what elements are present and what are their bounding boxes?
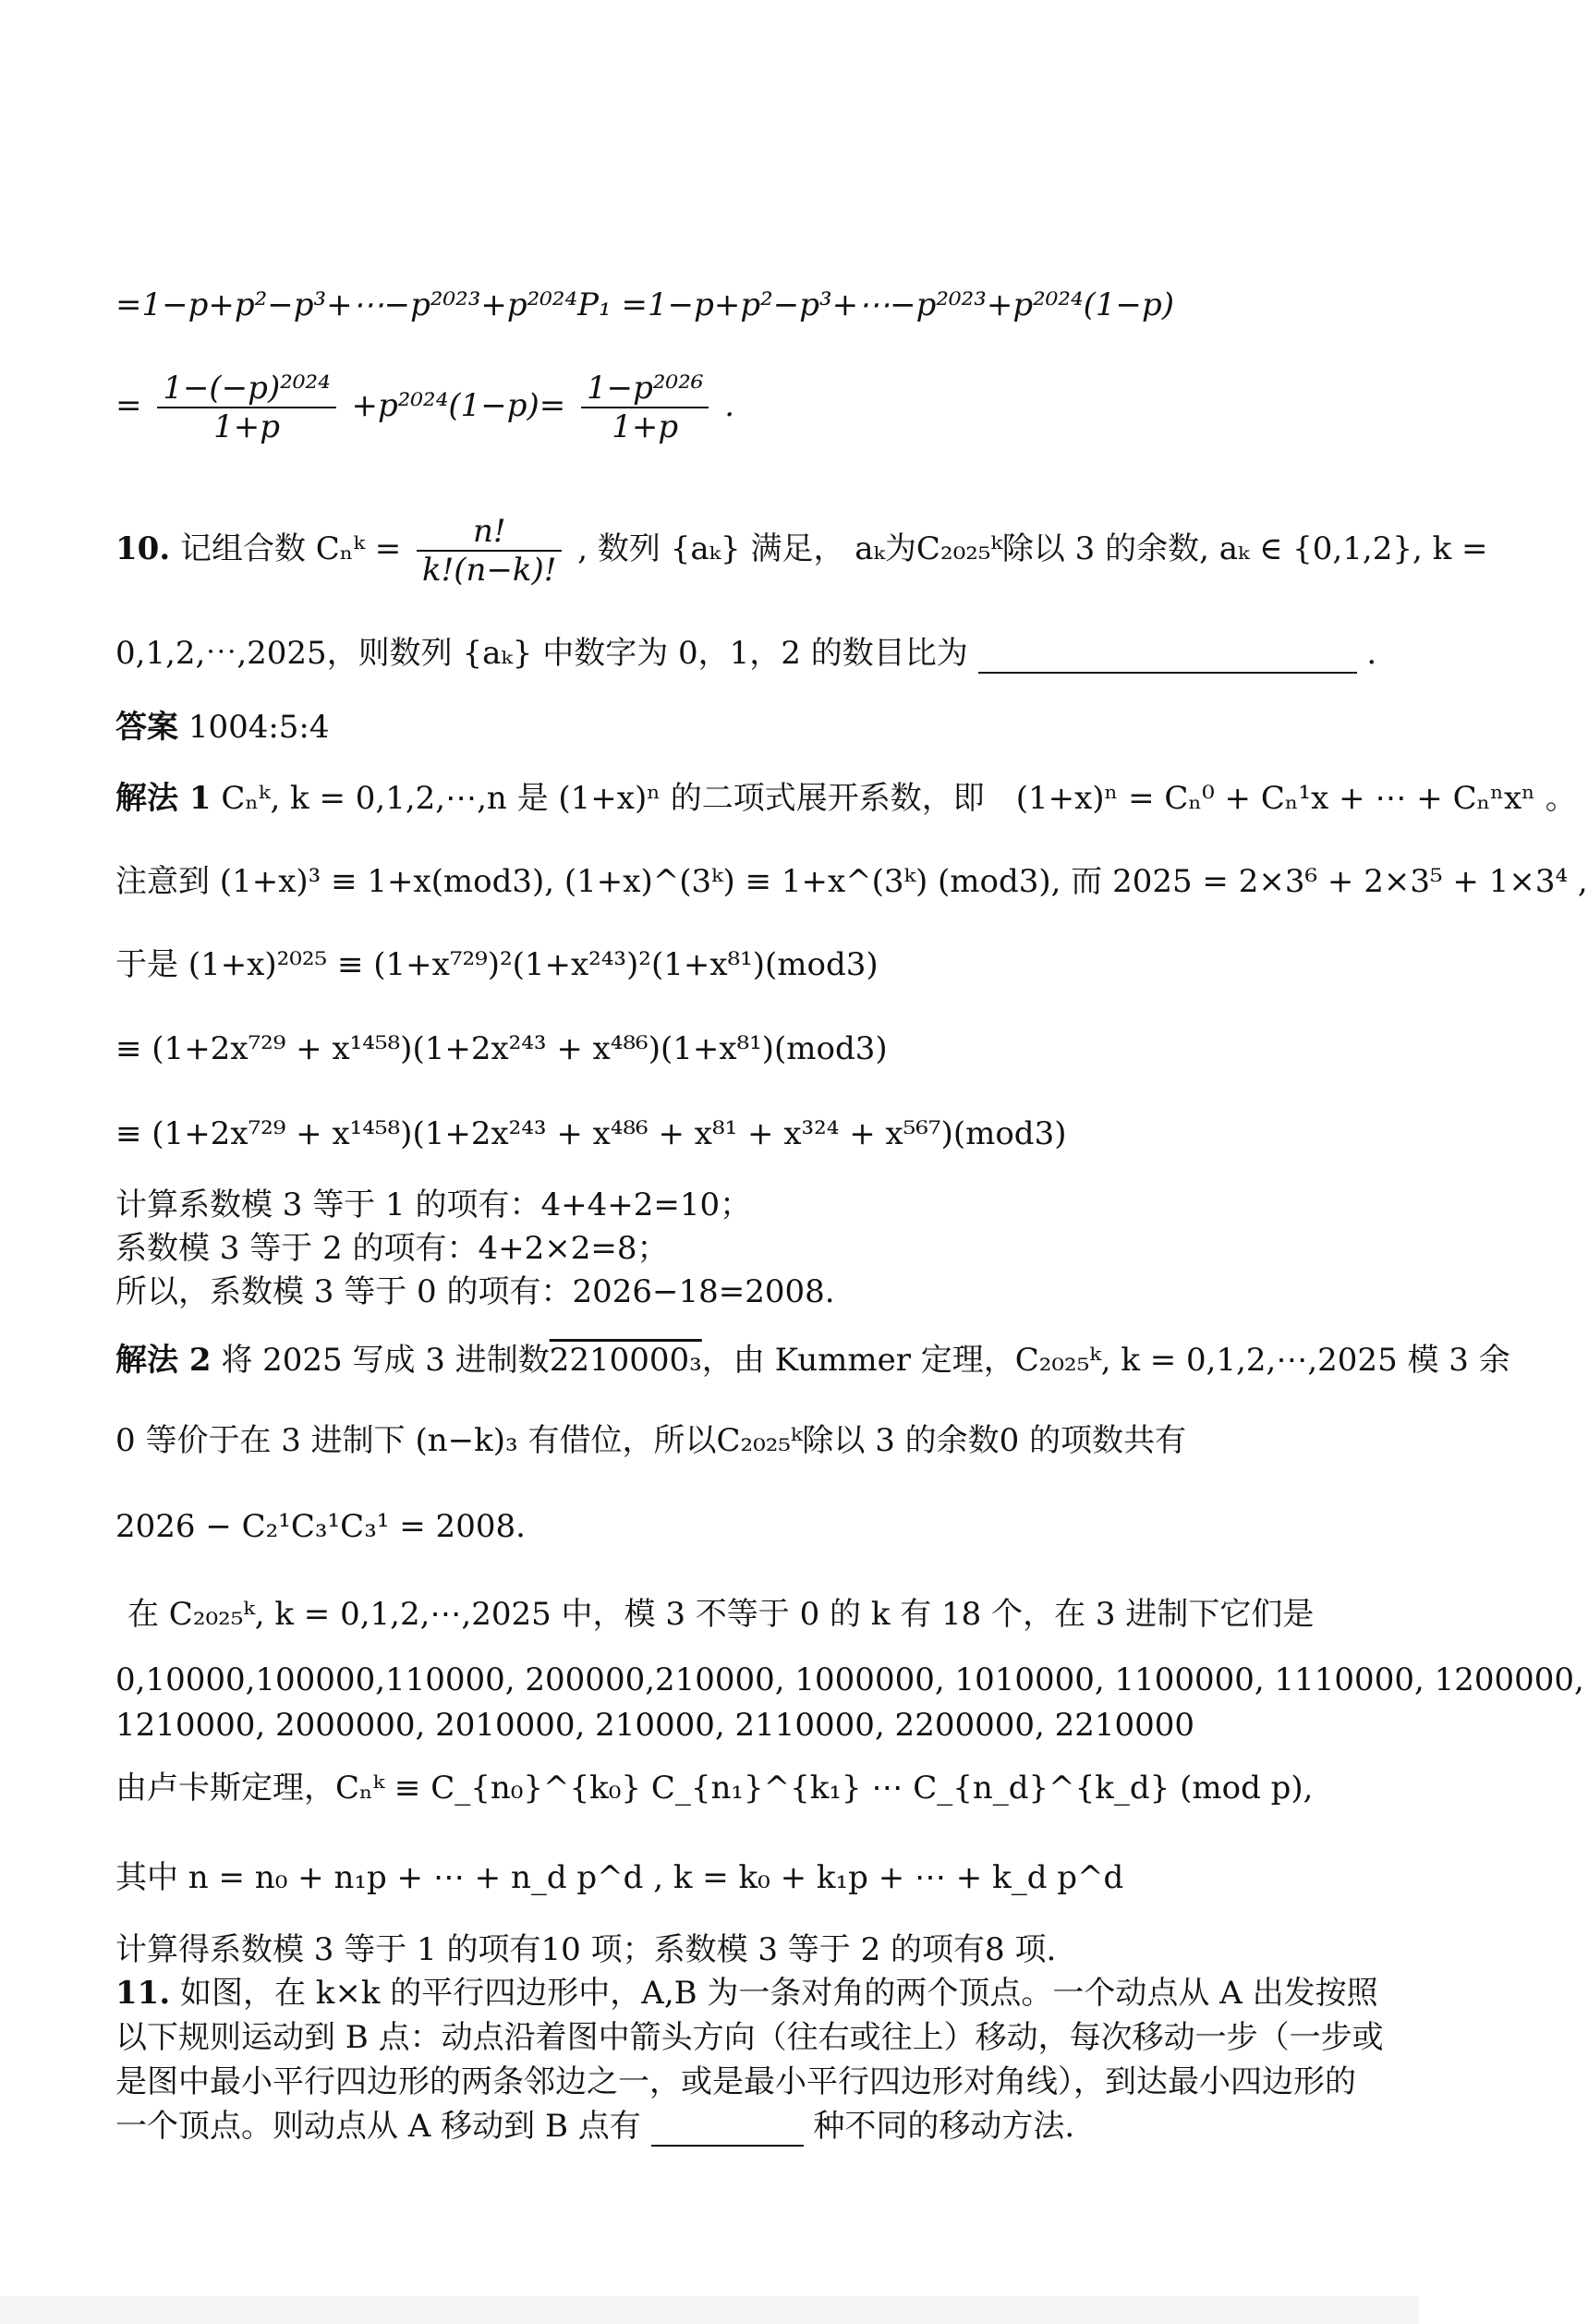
solution-1-line-7: 系数模 3 等于 2 的项有：4+2×2=8； xyxy=(115,1230,669,1267)
combination-denominator: k!(n−k)! xyxy=(422,552,557,589)
solution-2-line-9: 计算得系数模 3 等于 1 的项有10 项；系数模 3 等于 2 的项有8 项. xyxy=(115,1931,1057,1968)
equation-line-1: =1−p+p²−p³+⋯−p²⁰²³+p²⁰²⁴P₁ =1−p+p²−p³+⋯−p²⁰²³+p²⁰²⁴(1−p) xyxy=(115,286,1175,323)
solution-2-line-1 xyxy=(115,1340,1510,1381)
solution-2-label: 解法 2 xyxy=(115,1342,212,1379)
question-10-line-1 xyxy=(115,513,1487,589)
answer-blank xyxy=(978,639,1357,674)
solution-1-line-2: 注意到 (1+x)³ ≡ 1+x(mod3), (1+x)^(3ᵏ) ≡ 1+x^(3ᵏ) (mod3), 而 2025 = 2×3⁶ + 2×3⁵ + 1×3⁴ , xyxy=(115,863,1588,900)
eq2-lead: = xyxy=(115,387,142,424)
solution-2-line-5: 0,10000,100000,110000, 200000,210000, 1000000, 1010000, 1100000, 1110000, 1200000, xyxy=(115,1661,1584,1698)
question-11-number: 11. xyxy=(115,1975,171,2012)
eq2-fraction-2 xyxy=(581,370,709,445)
solution-1-label: 解法 1 xyxy=(115,780,212,817)
combination-fraction xyxy=(417,513,562,589)
question-11-answer-blank xyxy=(651,2111,804,2147)
solution-1-line-4: ≡ (1+2x⁷²⁹ + x¹⁴⁵⁸)(1+2x²⁴³ + x⁴⁸⁶)(1+x⁸¹)(mod3) xyxy=(115,1030,888,1067)
equation-line-2 xyxy=(115,370,734,445)
question-10-prompt: 0,1,2,⋯,2025，则数列 {aₖ} 中数字为 0，1，2 的数目比为 xyxy=(115,635,968,672)
eq2-fraction-1 xyxy=(157,370,335,445)
page-bottom-margin xyxy=(0,2296,1419,2324)
question-10-line-2 xyxy=(115,633,1376,674)
question-11-line-1 xyxy=(115,1973,1378,2014)
solution-2-line-2: 0 等价于在 3 进制下 (n−k)₃ 有借位，所以C₂₀₂₅ᵏ除以 3 的余数0 的项数共有 xyxy=(115,1422,1187,1459)
question-11-line-4 xyxy=(115,2106,1074,2147)
eq2-middle: +p²⁰²⁴(1−p)= xyxy=(351,387,566,424)
solution-1-line-6: 计算系数模 3 等于 1 的项有：4+4+2=10； xyxy=(115,1186,752,1223)
question-11-text-4a: 一个顶点。则动点从 A 移动到 B 点有 xyxy=(115,2108,641,2145)
solution-1-line-5: ≡ (1+2x⁷²⁹ + x¹⁴⁵⁸)(1+2x²⁴³ + x⁴⁸⁶ + x⁸¹ + x³²⁴ + x⁵⁶⁷)(mod3) xyxy=(115,1115,1067,1152)
solution-2-intro: 将 2025 写成 3 进制数 xyxy=(221,1342,550,1379)
combination-numerator: n! xyxy=(417,513,562,552)
solution-1-line-8: 所以，系数模 3 等于 0 的项有：2026−18=2008. xyxy=(115,1273,835,1310)
question-10-condition: , 数列 {aₖ} 满足， aₖ为C₂₀₂₅ᵏ除以 3 的余数, aₖ ∈ {0,1,2}, k = xyxy=(577,530,1488,567)
solution-1-line-3: 于是 (1+x)²⁰²⁵ ≡ (1+x⁷²⁹)²(1+x²⁴³)²(1+x⁸¹)(mod3) xyxy=(115,946,879,983)
eq2-fraction-1-denominator: 1+p xyxy=(213,408,280,445)
eq2-end: . xyxy=(724,387,735,424)
solution-2-line-8: 其中 n = n₀ + n₁p + ⋯ + n_d p^d , k = k₀ + k₁p + ⋯ + k_d p^d xyxy=(115,1859,1124,1896)
question-11-text-4b: 种不同的移动方法. xyxy=(813,2108,1075,2145)
question-10-intro: 记组合数 Cₙᵏ = xyxy=(179,530,402,567)
solution-2-line-6: 1210000, 2000000, 2010000, 210000, 2110000, 2200000, 2210000 xyxy=(115,1707,1195,1744)
question-10-end: . xyxy=(1366,635,1377,672)
eq2-fraction-2-numerator: 1−p²⁰²⁶ xyxy=(581,370,709,408)
question-11-line-3: 是图中最小平行四边形的两条邻边之一，或是最小平行四边形对角线），到达最小四边形的 xyxy=(115,2063,1356,2100)
question-10-number: 10. xyxy=(115,530,171,567)
solution-2-line-4: 在 C₂₀₂₅ᵏ, k = 0,1,2,⋯,2025 中，模 3 不等于 0 的 k 有 18 个，在 3 进制下它们是 xyxy=(127,1596,1315,1633)
answer-line xyxy=(115,707,330,748)
solution-1-intro: Cₙᵏ, k = 0,1,2,⋯,n 是 (1+x)ⁿ 的二项式展开系数，即 (1+x)ⁿ = Cₙ⁰ + Cₙ¹x + ⋯ + Cₙⁿxⁿ 。 xyxy=(221,780,1577,817)
solution-2-line-3: 2026 − C₂¹C₃¹C₃¹ = 2008. xyxy=(115,1508,526,1545)
solution-1-line-1 xyxy=(115,778,1577,819)
question-11-text-1: 如图，在 k×k 的平行四边形中，A,B 为一条对角的两个顶点。一个动点从 A 出发按照 xyxy=(179,1975,1378,2012)
answer-value: 1004:5:4 xyxy=(188,709,330,746)
question-11-line-2: 以下规则运动到 B 点：动点沿着图中箭头方向（往右或往上）移动，每次移动一步（一步或 xyxy=(115,2019,1384,2056)
eq2-fraction-2-denominator: 1+p xyxy=(612,408,679,445)
solution-2-line-7: 由卢卡斯定理，Cₙᵏ ≡ C_{n₀}^{k₀} C_{n₁}^{k₁} ⋯ C_{n_d}^{k_d} (mod p), xyxy=(115,1770,1314,1807)
answer-label: 答案 xyxy=(115,709,178,746)
eq2-fraction-1-numerator: 1−(−p)²⁰²⁴ xyxy=(157,370,335,408)
solution-2-kummer: ，由 Kummer 定理，C₂₀₂₅ᵏ, k = 0,1,2,⋯,2025 模 3 余 xyxy=(701,1342,1510,1379)
ternary-number: 2210000₃ xyxy=(549,1342,702,1379)
